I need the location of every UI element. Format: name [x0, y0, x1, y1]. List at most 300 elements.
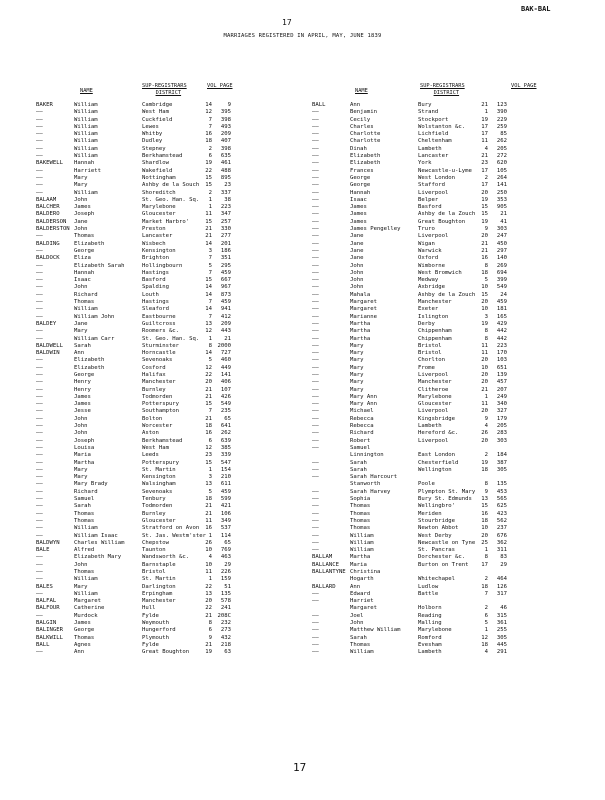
- page-cell: 135: [220, 590, 231, 597]
- district-cell: Spalding: [142, 284, 169, 291]
- district-cell: Shoreditch: [142, 189, 176, 196]
- district-cell: Horncastle: [142, 350, 176, 357]
- page-cell: 305: [496, 634, 507, 641]
- volume-cell: 19: [481, 218, 488, 225]
- page-cell: 694: [496, 269, 507, 276]
- district-cell: Kingsbridge: [418, 415, 456, 422]
- surname-cell: ——: [36, 109, 43, 116]
- given-name-cell: John: [74, 423, 88, 430]
- surname-cell: ——: [312, 488, 319, 495]
- volume-cell: 8: [484, 335, 488, 342]
- volume-cell: 7: [208, 116, 212, 123]
- surname-cell: ——: [36, 174, 43, 181]
- volume-cell: 17: [481, 167, 488, 174]
- given-name-cell: Henry: [74, 386, 91, 393]
- surname-cell: BAKER: [36, 102, 53, 108]
- volume-cell: 20: [481, 233, 488, 240]
- page-cell: 493: [220, 123, 231, 130]
- page-cell: 205: [496, 145, 507, 152]
- volume-cell: 14: [205, 284, 212, 291]
- given-name-cell: Mary: [350, 364, 364, 371]
- page-cell: 46: [500, 605, 507, 612]
- district-cell: Derby: [418, 320, 435, 327]
- given-name-cell: John: [74, 430, 88, 437]
- surname-cell: BAKEWELL: [36, 160, 63, 167]
- page-cell: 578: [220, 598, 231, 605]
- surname-cell: ——: [312, 517, 319, 524]
- district-cell: Lewes: [142, 123, 159, 130]
- given-name-cell: Richard: [350, 430, 374, 437]
- district-cell: Bolton: [142, 415, 163, 422]
- page-cell: 85: [500, 131, 507, 138]
- volume-cell: 7: [208, 269, 212, 276]
- surname-cell: ——: [312, 131, 319, 138]
- page-cell: 667: [220, 277, 231, 284]
- surname-cell: ——: [36, 145, 43, 152]
- given-name-cell: George: [350, 182, 371, 189]
- page-cell: 29: [500, 561, 507, 568]
- given-name-cell: Mahala: [350, 291, 371, 298]
- given-name-cell: John: [74, 561, 88, 568]
- given-name-cell: Jesse: [74, 408, 91, 415]
- district-cell: Preston: [142, 226, 166, 233]
- surname-cell: ——: [36, 590, 43, 597]
- volume-cell: 22: [205, 605, 212, 612]
- page-cell: 426: [220, 393, 231, 400]
- volume-cell: 1: [208, 576, 212, 583]
- district-cell: Wellingbro': [418, 503, 456, 510]
- surname-cell: BALLARD: [312, 583, 336, 590]
- district-cell: Burnley: [142, 386, 166, 393]
- page-cell: 9: [227, 102, 231, 108]
- surname-cell: ——: [312, 423, 319, 430]
- page-cell: 218: [220, 641, 231, 648]
- volume-cell: 20: [481, 532, 488, 539]
- given-name-cell: Sarah Harvey: [350, 488, 391, 495]
- surname-cell: BALE: [36, 547, 50, 554]
- district-cell: Sevenoaks: [142, 488, 173, 495]
- district-cell: Strand: [418, 109, 439, 116]
- volume-cell: 19: [481, 459, 488, 466]
- page-cell: 305: [496, 466, 507, 473]
- given-name-cell: Joseph: [74, 211, 95, 218]
- given-name-cell: William: [350, 649, 374, 656]
- page-cell: 676: [496, 532, 507, 539]
- district-cell: Ludlow: [418, 583, 439, 590]
- surname-cell: ——: [312, 466, 319, 473]
- district-cell: Newcastle-u-Lyme: [418, 167, 472, 174]
- page-cell: 241: [220, 605, 231, 612]
- district-cell: Plympton St. Mary: [418, 488, 476, 495]
- surname-cell: ——: [312, 342, 319, 349]
- surname-cell: BALGIN: [36, 620, 57, 627]
- volume-cell: 20: [481, 189, 488, 196]
- surname-cell: ——: [312, 437, 319, 444]
- volume-cell: 15: [205, 182, 212, 189]
- surname-cell: BALDERO: [36, 211, 60, 218]
- district-cell: Stourbridge: [418, 517, 456, 524]
- volume-cell: 19: [481, 116, 488, 123]
- surname-cell: ——: [36, 167, 43, 174]
- given-name-cell: Mary: [74, 174, 88, 181]
- page-cell: 432: [220, 634, 231, 641]
- volume-cell: 4: [208, 554, 212, 561]
- surname-cell: ——: [312, 153, 319, 160]
- given-name-cell: Sarah: [350, 634, 367, 641]
- district-cell: Chorlton: [418, 357, 445, 364]
- page-cell: 565: [496, 496, 507, 503]
- volume-cell: 18: [205, 423, 212, 430]
- given-name-cell: William: [74, 525, 98, 532]
- district-cell: Meriden: [418, 510, 442, 517]
- district-cell: West London: [418, 174, 456, 181]
- district-cell: Wigan: [418, 240, 435, 247]
- district-cell: Taunton: [142, 547, 166, 554]
- district-cell: Axbridge: [418, 284, 445, 291]
- volume-cell: 23: [205, 452, 212, 459]
- surname-cell: ——: [312, 182, 319, 189]
- given-name-cell: Catherine: [74, 605, 105, 612]
- page-cell: 303: [496, 437, 507, 444]
- volume-cell: 21: [205, 510, 212, 517]
- district-cell: Ashby de la Zouch: [418, 291, 476, 298]
- page-cell: 159: [220, 576, 231, 583]
- given-name-cell: George: [74, 627, 95, 634]
- given-name-cell: Robert: [350, 437, 371, 444]
- surname-cell: ——: [36, 233, 43, 240]
- given-name-cell: Sophia: [350, 496, 371, 503]
- given-name-cell: Hannah: [74, 269, 95, 276]
- district-cell: Burnley: [142, 510, 166, 517]
- given-name-cell: Mary Ann: [350, 393, 377, 400]
- right-district-header-line2: DISTRICT: [433, 90, 460, 96]
- given-name-cell: Thomas: [350, 641, 371, 648]
- surname-cell: ——: [36, 153, 43, 160]
- surname-cell: ——: [36, 313, 43, 320]
- page-cell: 429: [496, 320, 507, 327]
- page-cell: 297: [496, 247, 507, 254]
- given-name-cell: Martha: [350, 328, 371, 335]
- volume-cell: 8: [208, 620, 212, 627]
- district-cell: Wakefield: [142, 167, 173, 174]
- page-cell: 179: [496, 415, 507, 422]
- page-cell: 362: [496, 539, 507, 546]
- given-name-cell: Margaret: [350, 306, 377, 313]
- volume-cell: 15: [481, 291, 488, 298]
- given-name-cell: William: [74, 306, 98, 313]
- page-cell: 463: [220, 554, 231, 561]
- district-cell: Kensington: [142, 247, 176, 254]
- district-cell: Marylebone: [142, 204, 176, 211]
- surname-cell: BALDWYN: [36, 539, 60, 546]
- district-cell: Southampton: [142, 408, 180, 415]
- surname-cell: ——: [36, 335, 43, 342]
- district-cell: Fylde: [142, 612, 159, 619]
- given-name-cell: Margaret: [350, 605, 377, 612]
- given-name-cell: John: [74, 196, 88, 203]
- district-cell: Manchester: [142, 598, 176, 605]
- page-cell: 209: [220, 131, 231, 138]
- surname-cell: BALFAL: [36, 598, 57, 605]
- page-cell: 620: [496, 160, 507, 167]
- volume-cell: 19: [481, 320, 488, 327]
- district-cell: Poole: [418, 481, 435, 488]
- volume-cell: 9: [208, 634, 212, 641]
- page-cell: 387: [496, 459, 507, 466]
- surname-cell: ——: [312, 196, 319, 203]
- surname-cell: ——: [312, 627, 319, 634]
- district-cell: Holborn: [418, 605, 442, 612]
- surname-cell: ——: [312, 109, 319, 116]
- given-name-cell: Charlotte: [350, 131, 381, 138]
- given-name-cell: Elizabeth Sarah: [74, 262, 125, 269]
- given-name-cell: Agnes: [74, 641, 91, 648]
- page-cell: 330: [220, 226, 231, 233]
- page-cell: 339: [220, 452, 231, 459]
- surname-cell: BALDING: [36, 240, 60, 247]
- district-cell: Reading: [418, 612, 442, 619]
- surname-cell: ——: [312, 350, 319, 357]
- volume-cell: 21: [205, 415, 212, 422]
- page-cell: 549: [496, 284, 507, 291]
- given-name-cell: Maria: [74, 452, 91, 459]
- volume-cell: 6: [208, 153, 212, 160]
- surname-cell: ——: [312, 204, 319, 211]
- district-cell: Dudley: [142, 138, 163, 145]
- volume-cell: 14: [205, 306, 212, 313]
- given-name-cell: James: [74, 401, 91, 408]
- surname-cell: BALDWIN: [36, 350, 60, 357]
- surname-cell: ——: [36, 393, 43, 400]
- page-cell: 625: [496, 503, 507, 510]
- district-cell: Evesham: [418, 641, 442, 648]
- district-cell: West Ham: [142, 109, 169, 116]
- given-name-cell: Matthew William: [350, 627, 401, 634]
- page-cell: 21: [500, 211, 507, 218]
- district-cell: Basford: [142, 277, 166, 284]
- page-cell: 398: [220, 145, 231, 152]
- volume-cell: 15: [205, 459, 212, 466]
- given-name-cell: Marianne: [350, 313, 377, 320]
- district-cell: Guiltcross: [142, 320, 176, 327]
- page-cell: 29: [224, 561, 231, 568]
- volume-cell: 18: [481, 269, 488, 276]
- page-title: MARRIAGES REGISTERED IN APRIL, MAY, JUNE 1839: [223, 33, 382, 39]
- given-name-cell: Thomas: [74, 634, 95, 641]
- volume-cell: 1: [484, 547, 488, 554]
- surname-cell: ——: [36, 466, 43, 473]
- district-cell: Wandsworth &c.: [142, 554, 190, 561]
- given-name-cell: William Isaac: [74, 532, 118, 539]
- volume-cell: 14: [205, 240, 212, 247]
- page-cell: 170: [496, 350, 507, 357]
- volume-cell: 2: [208, 145, 212, 152]
- volume-cell: 21: [481, 247, 488, 254]
- page-cell: 273: [220, 627, 231, 634]
- district-cell: Market Harbro': [142, 218, 190, 225]
- page-cell: 257: [220, 218, 231, 225]
- district-cell: Erpingham: [142, 590, 173, 597]
- given-name-cell: Frances: [350, 167, 374, 174]
- surname-cell: ——: [36, 269, 43, 276]
- volume-cell: 21: [205, 233, 212, 240]
- surname-cell: ——: [36, 386, 43, 393]
- surname-cell: ——: [312, 255, 319, 262]
- volume-cell: 15: [205, 277, 212, 284]
- given-name-cell: Rebecca: [350, 423, 374, 430]
- page-cell: 941: [220, 306, 231, 313]
- given-name-cell: William: [74, 138, 98, 145]
- surname-cell: ——: [312, 430, 319, 437]
- volume-cell: 8: [484, 328, 488, 335]
- district-cell: Medway: [418, 277, 439, 284]
- surname-cell: ——: [36, 123, 43, 130]
- volume-cell: 5: [208, 488, 212, 495]
- surname-cell: ——: [36, 408, 43, 415]
- district-cell: Walsingham: [142, 481, 176, 488]
- district-cell: Liverpool: [418, 437, 449, 444]
- given-name-cell: Mary Brady: [74, 481, 108, 488]
- district-cell: Roomers &c.: [142, 328, 180, 335]
- page-cell: 651: [496, 364, 507, 371]
- surname-cell: ——: [36, 182, 43, 189]
- district-cell: Ashby de la Zouch: [418, 211, 476, 218]
- surname-cell: ——: [312, 547, 319, 554]
- district-cell: Battle: [418, 590, 439, 597]
- given-name-cell: Mary: [350, 379, 364, 386]
- page-cell: 24: [500, 291, 507, 298]
- page-cell: 311: [496, 547, 507, 554]
- page-cell: 442: [496, 328, 507, 335]
- volume-cell: 8: [484, 481, 488, 488]
- district-cell: Chepstow: [142, 539, 169, 546]
- given-name-cell: William: [350, 539, 374, 546]
- surname-cell: BALDEY: [36, 320, 57, 327]
- district-cell: Bristol: [418, 342, 442, 349]
- page-cell: 165: [496, 313, 507, 320]
- volume-cell: 26: [481, 430, 488, 437]
- volume-cell: 17: [481, 561, 488, 568]
- given-name-cell: John: [350, 277, 364, 284]
- volume-cell: 15: [205, 401, 212, 408]
- surname-cell: ——: [312, 247, 319, 254]
- volume-cell: 5: [484, 620, 488, 627]
- surname-cell: ——: [312, 160, 319, 167]
- district-cell: Oxford: [418, 255, 439, 262]
- given-name-cell: Benjamin: [350, 109, 377, 116]
- given-name-cell: Mary: [350, 342, 364, 349]
- district-cell: Todmorden: [142, 393, 173, 400]
- right-district-header: [420, 83, 465, 97]
- volume-cell: 26: [205, 539, 212, 546]
- district-cell: Whitechapel: [418, 576, 456, 583]
- page-cell: 65: [224, 539, 231, 546]
- surname-cell: ——: [36, 262, 43, 269]
- district-cell: Great Boughton: [418, 218, 466, 225]
- page-cell: 114: [220, 532, 231, 539]
- surname-cell: ——: [312, 364, 319, 371]
- given-name-cell: William: [74, 116, 98, 123]
- given-name-cell: John: [74, 226, 88, 233]
- page-cell: 210: [220, 474, 231, 481]
- surname-cell: ——: [312, 539, 319, 546]
- district-cell: Aston: [142, 430, 159, 437]
- district-cell: Chesterfield: [418, 459, 459, 466]
- page-cell: 283: [496, 430, 507, 437]
- volume-cell: 8: [484, 554, 488, 561]
- given-name-cell: James: [350, 218, 367, 225]
- district-cell: Weymouth: [142, 620, 169, 627]
- district-cell: Sevenoaks: [142, 357, 173, 364]
- given-name-cell: George: [350, 174, 371, 181]
- page-range-header: BAK-BAL: [521, 5, 551, 13]
- given-name-cell: Martha: [350, 554, 371, 561]
- volume-cell: 15: [205, 174, 212, 181]
- given-name-cell: Elizabeth: [350, 160, 381, 167]
- page-cell: 38: [224, 196, 231, 203]
- district-cell: Brighton: [142, 255, 169, 262]
- surname-cell: ——: [312, 510, 319, 517]
- district-cell: Chippenham: [418, 328, 452, 335]
- volume-cell: 2: [208, 189, 212, 196]
- page-cell: 223: [220, 204, 231, 211]
- volume-cell: 14: [205, 350, 212, 357]
- given-name-cell: Hannah: [350, 189, 371, 196]
- district-cell: Gloucester: [418, 401, 452, 408]
- district-cell: Cheltenham: [418, 138, 452, 145]
- surname-cell: ——: [312, 189, 319, 196]
- district-cell: Lambeth: [418, 145, 442, 152]
- surname-cell: ——: [36, 525, 43, 532]
- district-cell: St. Martin: [142, 466, 176, 473]
- surname-cell: BALLAM: [312, 554, 333, 561]
- page-cell: 549: [220, 401, 231, 408]
- page-cell: 547: [220, 459, 231, 466]
- page-cell: 769: [220, 547, 231, 554]
- given-name-cell: Jane: [350, 240, 364, 247]
- district-cell: Lambeth: [418, 649, 442, 656]
- volume-cell: 6: [484, 612, 488, 619]
- page-cell: 186: [220, 247, 231, 254]
- page-cell: 226: [220, 569, 231, 575]
- volume-cell: 9: [484, 488, 488, 495]
- volume-cell: 12: [481, 634, 488, 641]
- page-cell: 599: [220, 496, 231, 503]
- left-district-header-line1: SUP-REGISTRARS: [142, 83, 187, 89]
- district-cell: Basford: [418, 204, 442, 211]
- district-cell: Stepney: [142, 145, 166, 152]
- district-cell: Newcastle on Tyne: [418, 539, 476, 546]
- given-name-cell: Joel: [350, 612, 364, 619]
- district-cell: Worcester: [142, 423, 173, 430]
- given-name-cell: William John: [74, 313, 115, 320]
- given-name-cell: John: [74, 415, 88, 422]
- page-cell: 611: [220, 481, 231, 488]
- surname-cell: ——: [36, 474, 43, 481]
- district-cell: Barnstaple: [142, 561, 176, 568]
- page-cell: 303: [496, 226, 507, 233]
- district-cell: St. Martin: [142, 576, 176, 583]
- volume-cell: 3: [484, 313, 488, 320]
- page-cell: 340: [496, 401, 507, 408]
- given-name-cell: Mary: [74, 466, 88, 473]
- surname-cell: BALLANTYNE: [312, 569, 346, 575]
- surname-cell: ——: [312, 525, 319, 532]
- page-cell: 105: [496, 167, 507, 174]
- page-cell: 295: [220, 262, 231, 269]
- surname-cell: BALDERSON: [36, 218, 67, 225]
- page-cell: 277: [220, 233, 231, 240]
